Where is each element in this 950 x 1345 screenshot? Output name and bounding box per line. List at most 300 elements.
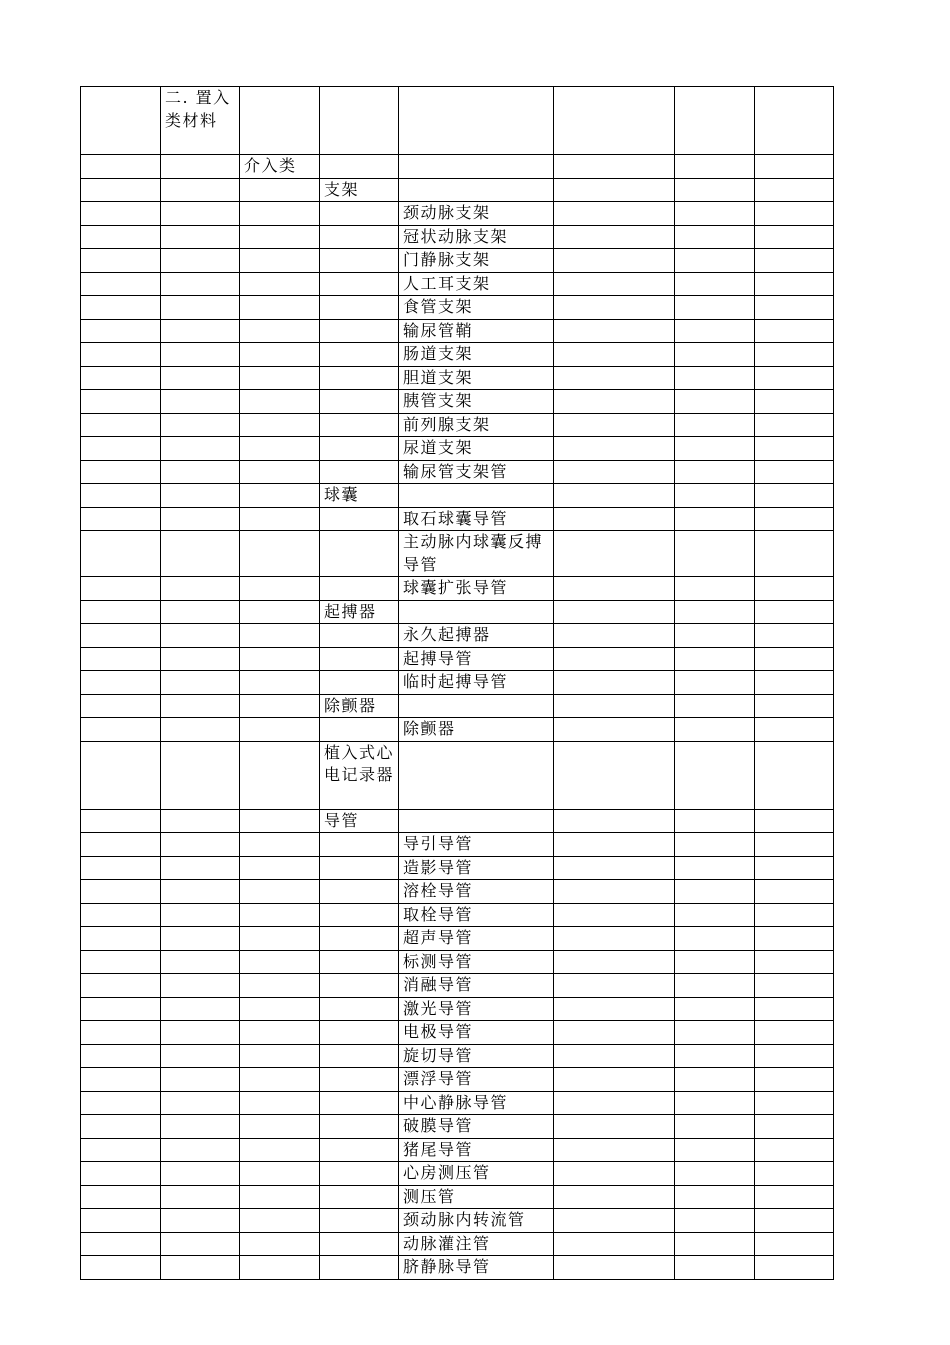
table-cell-col-6[interactable] xyxy=(554,1209,675,1233)
table-cell-col-4[interactable] xyxy=(320,903,399,927)
table-cell-col-7[interactable] xyxy=(675,718,755,742)
table-cell-col-2[interactable] xyxy=(161,202,240,226)
table-cell-col-8[interactable] xyxy=(755,1044,834,1068)
table-cell-col-8[interactable] xyxy=(755,647,834,671)
table-cell-col-6[interactable] xyxy=(554,178,675,202)
table-cell-col-2[interactable] xyxy=(161,178,240,202)
table-cell-col-5[interactable] xyxy=(399,178,554,202)
table-cell-col-1[interactable] xyxy=(81,903,161,927)
table-cell-col-2[interactable]: 二. 置入类材料 xyxy=(161,87,240,155)
table-cell-col-1[interactable] xyxy=(81,1091,161,1115)
table-cell-col-4[interactable]: 植入式心电记录器 xyxy=(320,741,399,809)
table-cell-col-8[interactable] xyxy=(755,484,834,508)
table-cell-col-3[interactable] xyxy=(240,809,320,833)
table-cell-col-1[interactable] xyxy=(81,927,161,951)
table-cell-col-7[interactable] xyxy=(675,1209,755,1233)
table-cell-col-3[interactable] xyxy=(240,1256,320,1280)
table-cell-col-2[interactable] xyxy=(161,296,240,320)
table-cell-col-3[interactable] xyxy=(240,1185,320,1209)
table-cell-col-2[interactable] xyxy=(161,974,240,998)
table-cell-col-1[interactable] xyxy=(81,1185,161,1209)
table-cell-col-6[interactable] xyxy=(554,833,675,857)
table-cell-col-8[interactable] xyxy=(755,694,834,718)
table-cell-col-2[interactable] xyxy=(161,997,240,1021)
table-cell-col-8[interactable] xyxy=(755,1115,834,1139)
table-cell-col-7[interactable] xyxy=(675,950,755,974)
table-cell-col-4[interactable] xyxy=(320,974,399,998)
table-cell-col-7[interactable] xyxy=(675,460,755,484)
table-cell-col-4[interactable] xyxy=(320,87,399,155)
table-cell-col-7[interactable] xyxy=(675,202,755,226)
table-cell-col-6[interactable] xyxy=(554,202,675,226)
table-cell-col-4[interactable]: 球囊 xyxy=(320,484,399,508)
table-cell-col-6[interactable] xyxy=(554,413,675,437)
table-cell-col-2[interactable] xyxy=(161,272,240,296)
table-cell-col-3[interactable] xyxy=(240,296,320,320)
table-cell-col-3[interactable] xyxy=(240,272,320,296)
table-cell-col-6[interactable] xyxy=(554,600,675,624)
table-cell-col-5[interactable]: 前列腺支架 xyxy=(399,413,554,437)
table-cell-col-8[interactable] xyxy=(755,437,834,461)
table-cell-col-2[interactable] xyxy=(161,1044,240,1068)
table-cell-col-8[interactable] xyxy=(755,1162,834,1186)
table-cell-col-4[interactable] xyxy=(320,155,399,179)
table-cell-col-6[interactable] xyxy=(554,624,675,648)
table-cell-col-6[interactable] xyxy=(554,1021,675,1045)
table-cell-col-8[interactable] xyxy=(755,413,834,437)
table-cell-col-5[interactable]: 输尿管支架管 xyxy=(399,460,554,484)
table-cell-col-5[interactable]: 旋切导管 xyxy=(399,1044,554,1068)
table-cell-col-3[interactable] xyxy=(240,1091,320,1115)
table-cell-col-6[interactable] xyxy=(554,694,675,718)
table-cell-col-1[interactable] xyxy=(81,202,161,226)
table-cell-col-1[interactable] xyxy=(81,343,161,367)
table-cell-col-1[interactable] xyxy=(81,1021,161,1045)
table-cell-col-3[interactable] xyxy=(240,1068,320,1092)
table-cell-col-4[interactable]: 支架 xyxy=(320,178,399,202)
table-cell-col-6[interactable] xyxy=(554,319,675,343)
table-cell-col-5[interactable]: 漂浮导管 xyxy=(399,1068,554,1092)
table-cell-col-2[interactable] xyxy=(161,1138,240,1162)
table-cell-col-3[interactable] xyxy=(240,671,320,695)
table-cell-col-5[interactable]: 动脉灌注管 xyxy=(399,1232,554,1256)
table-cell-col-7[interactable] xyxy=(675,343,755,367)
table-cell-col-3[interactable] xyxy=(240,856,320,880)
table-cell-col-1[interactable] xyxy=(81,249,161,273)
table-cell-col-2[interactable] xyxy=(161,741,240,809)
table-cell-col-2[interactable] xyxy=(161,856,240,880)
table-cell-col-3[interactable] xyxy=(240,1162,320,1186)
table-cell-col-3[interactable] xyxy=(240,343,320,367)
table-cell-col-4[interactable] xyxy=(320,997,399,1021)
table-cell-col-5[interactable] xyxy=(399,87,554,155)
table-cell-col-3[interactable] xyxy=(240,413,320,437)
table-cell-col-3[interactable] xyxy=(240,741,320,809)
table-cell-col-1[interactable] xyxy=(81,319,161,343)
table-cell-col-8[interactable] xyxy=(755,1091,834,1115)
table-cell-col-2[interactable] xyxy=(161,833,240,857)
table-cell-col-1[interactable] xyxy=(81,624,161,648)
table-cell-col-7[interactable] xyxy=(675,319,755,343)
table-cell-col-1[interactable] xyxy=(81,1232,161,1256)
table-cell-col-6[interactable] xyxy=(554,1138,675,1162)
table-cell-col-6[interactable] xyxy=(554,531,675,577)
table-cell-col-7[interactable] xyxy=(675,741,755,809)
table-cell-col-6[interactable] xyxy=(554,1256,675,1280)
table-cell-col-1[interactable] xyxy=(81,390,161,414)
table-cell-col-2[interactable] xyxy=(161,155,240,179)
table-cell-col-3[interactable] xyxy=(240,718,320,742)
table-cell-col-4[interactable] xyxy=(320,507,399,531)
table-cell-col-3[interactable] xyxy=(240,997,320,1021)
table-cell-col-5[interactable]: 激光导管 xyxy=(399,997,554,1021)
table-cell-col-1[interactable] xyxy=(81,87,161,155)
table-cell-col-7[interactable] xyxy=(675,1138,755,1162)
table-cell-col-5[interactable]: 破膜导管 xyxy=(399,1115,554,1139)
table-cell-col-6[interactable] xyxy=(554,390,675,414)
table-cell-col-1[interactable] xyxy=(81,694,161,718)
table-cell-col-2[interactable] xyxy=(161,671,240,695)
table-cell-col-7[interactable] xyxy=(675,531,755,577)
table-cell-col-6[interactable] xyxy=(554,249,675,273)
table-cell-col-4[interactable] xyxy=(320,296,399,320)
table-cell-col-5[interactable]: 起搏导管 xyxy=(399,647,554,671)
table-cell-col-4[interactable] xyxy=(320,1044,399,1068)
table-cell-col-7[interactable] xyxy=(675,600,755,624)
table-cell-col-7[interactable] xyxy=(675,1091,755,1115)
table-cell-col-6[interactable] xyxy=(554,460,675,484)
table-cell-col-2[interactable] xyxy=(161,531,240,577)
table-cell-col-2[interactable] xyxy=(161,694,240,718)
table-cell-col-4[interactable] xyxy=(320,1162,399,1186)
table-cell-col-4[interactable] xyxy=(320,413,399,437)
table-cell-col-6[interactable] xyxy=(554,366,675,390)
table-cell-col-2[interactable] xyxy=(161,413,240,437)
table-cell-col-5[interactable]: 尿道支架 xyxy=(399,437,554,461)
table-cell-col-1[interactable] xyxy=(81,413,161,437)
table-cell-col-1[interactable] xyxy=(81,366,161,390)
table-cell-col-6[interactable] xyxy=(554,296,675,320)
table-cell-col-2[interactable] xyxy=(161,1209,240,1233)
table-cell-col-7[interactable] xyxy=(675,390,755,414)
table-cell-col-6[interactable] xyxy=(554,1162,675,1186)
table-cell-col-7[interactable] xyxy=(675,647,755,671)
table-cell-col-5[interactable]: 中心静脉导管 xyxy=(399,1091,554,1115)
table-cell-col-2[interactable] xyxy=(161,1068,240,1092)
table-cell-col-4[interactable] xyxy=(320,343,399,367)
table-cell-col-8[interactable] xyxy=(755,833,834,857)
table-cell-col-8[interactable] xyxy=(755,531,834,577)
table-cell-col-3[interactable] xyxy=(240,225,320,249)
table-cell-col-5[interactable]: 标测导管 xyxy=(399,950,554,974)
table-cell-col-7[interactable] xyxy=(675,155,755,179)
table-cell-col-3[interactable] xyxy=(240,880,320,904)
table-cell-col-6[interactable] xyxy=(554,997,675,1021)
table-cell-col-7[interactable] xyxy=(675,249,755,273)
table-cell-col-2[interactable] xyxy=(161,1115,240,1139)
table-cell-col-3[interactable] xyxy=(240,1232,320,1256)
table-cell-col-8[interactable] xyxy=(755,1209,834,1233)
table-cell-col-1[interactable] xyxy=(81,1209,161,1233)
table-cell-col-7[interactable] xyxy=(675,413,755,437)
table-cell-col-5[interactable]: 超声导管 xyxy=(399,927,554,951)
table-cell-col-6[interactable] xyxy=(554,718,675,742)
table-cell-col-6[interactable] xyxy=(554,856,675,880)
table-cell-col-5[interactable] xyxy=(399,694,554,718)
table-cell-col-8[interactable] xyxy=(755,903,834,927)
table-cell-col-1[interactable] xyxy=(81,484,161,508)
table-cell-col-1[interactable] xyxy=(81,296,161,320)
table-cell-col-1[interactable] xyxy=(81,671,161,695)
table-cell-col-1[interactable] xyxy=(81,178,161,202)
table-cell-col-5[interactable]: 电极导管 xyxy=(399,1021,554,1045)
table-cell-col-1[interactable] xyxy=(81,225,161,249)
table-cell-col-3[interactable] xyxy=(240,647,320,671)
table-cell-col-5[interactable] xyxy=(399,155,554,179)
table-cell-col-6[interactable] xyxy=(554,155,675,179)
table-cell-col-6[interactable] xyxy=(554,809,675,833)
table-cell-col-3[interactable] xyxy=(240,1138,320,1162)
table-cell-col-2[interactable] xyxy=(161,577,240,601)
table-cell-col-1[interactable] xyxy=(81,1044,161,1068)
table-cell-col-4[interactable] xyxy=(320,1021,399,1045)
table-cell-col-6[interactable] xyxy=(554,950,675,974)
table-cell-col-4[interactable] xyxy=(320,202,399,226)
table-cell-col-5[interactable]: 临时起搏导管 xyxy=(399,671,554,695)
table-cell-col-2[interactable] xyxy=(161,647,240,671)
table-cell-col-1[interactable] xyxy=(81,974,161,998)
table-cell-col-1[interactable] xyxy=(81,460,161,484)
table-cell-col-6[interactable] xyxy=(554,1115,675,1139)
table-cell-col-5[interactable]: 冠状动脉支架 xyxy=(399,225,554,249)
table-cell-col-3[interactable] xyxy=(240,927,320,951)
table-cell-col-5[interactable]: 脐静脉导管 xyxy=(399,1256,554,1280)
table-cell-col-7[interactable] xyxy=(675,178,755,202)
table-cell-col-7[interactable] xyxy=(675,1185,755,1209)
table-cell-col-2[interactable] xyxy=(161,624,240,648)
table-cell-col-4[interactable] xyxy=(320,531,399,577)
table-cell-col-3[interactable] xyxy=(240,178,320,202)
table-cell-col-7[interactable] xyxy=(675,833,755,857)
table-cell-col-2[interactable] xyxy=(161,343,240,367)
table-cell-col-2[interactable] xyxy=(161,366,240,390)
table-cell-col-8[interactable] xyxy=(755,1068,834,1092)
table-cell-col-4[interactable] xyxy=(320,1091,399,1115)
table-cell-col-5[interactable]: 颈动脉内转流管 xyxy=(399,1209,554,1233)
table-cell-col-7[interactable] xyxy=(675,484,755,508)
table-cell-col-1[interactable] xyxy=(81,1256,161,1280)
table-cell-col-6[interactable] xyxy=(554,671,675,695)
table-cell-col-7[interactable] xyxy=(675,1068,755,1092)
table-cell-col-6[interactable] xyxy=(554,1232,675,1256)
table-cell-col-3[interactable] xyxy=(240,694,320,718)
table-cell-col-3[interactable] xyxy=(240,833,320,857)
table-cell-col-1[interactable] xyxy=(81,741,161,809)
table-cell-col-8[interactable] xyxy=(755,1138,834,1162)
table-cell-col-3[interactable] xyxy=(240,390,320,414)
table-cell-col-2[interactable] xyxy=(161,1256,240,1280)
table-cell-col-3[interactable] xyxy=(240,507,320,531)
table-cell-col-5[interactable]: 门静脉支架 xyxy=(399,249,554,273)
table-cell-col-2[interactable] xyxy=(161,484,240,508)
table-cell-col-4[interactable] xyxy=(320,718,399,742)
table-cell-col-2[interactable] xyxy=(161,1232,240,1256)
table-cell-col-8[interactable] xyxy=(755,927,834,951)
table-cell-col-7[interactable] xyxy=(675,997,755,1021)
table-cell-col-3[interactable] xyxy=(240,1115,320,1139)
table-cell-col-2[interactable] xyxy=(161,903,240,927)
table-cell-col-5[interactable] xyxy=(399,741,554,809)
table-cell-col-4[interactable] xyxy=(320,1185,399,1209)
table-cell-col-3[interactable] xyxy=(240,950,320,974)
table-cell-col-8[interactable] xyxy=(755,600,834,624)
table-cell-col-3[interactable] xyxy=(240,202,320,226)
table-cell-col-8[interactable] xyxy=(755,178,834,202)
table-cell-col-7[interactable] xyxy=(675,880,755,904)
table-cell-col-8[interactable] xyxy=(755,460,834,484)
table-cell-col-3[interactable] xyxy=(240,87,320,155)
table-cell-col-1[interactable] xyxy=(81,577,161,601)
table-cell-col-5[interactable]: 测压管 xyxy=(399,1185,554,1209)
table-cell-col-4[interactable] xyxy=(320,647,399,671)
table-cell-col-7[interactable] xyxy=(675,1021,755,1045)
table-cell-col-1[interactable] xyxy=(81,1068,161,1092)
table-cell-col-4[interactable] xyxy=(320,671,399,695)
table-cell-col-3[interactable] xyxy=(240,1209,320,1233)
table-cell-col-8[interactable] xyxy=(755,809,834,833)
table-cell-col-8[interactable] xyxy=(755,577,834,601)
table-cell-col-8[interactable] xyxy=(755,87,834,155)
table-cell-col-3[interactable]: 介入类 xyxy=(240,155,320,179)
table-cell-col-4[interactable] xyxy=(320,833,399,857)
table-cell-col-3[interactable] xyxy=(240,600,320,624)
table-cell-col-7[interactable] xyxy=(675,577,755,601)
table-cell-col-2[interactable] xyxy=(161,880,240,904)
table-cell-col-6[interactable] xyxy=(554,1068,675,1092)
table-cell-col-6[interactable] xyxy=(554,507,675,531)
table-cell-col-4[interactable] xyxy=(320,1068,399,1092)
table-cell-col-7[interactable] xyxy=(675,694,755,718)
table-cell-col-6[interactable] xyxy=(554,87,675,155)
table-cell-col-3[interactable] xyxy=(240,249,320,273)
table-cell-col-6[interactable] xyxy=(554,647,675,671)
table-cell-col-8[interactable] xyxy=(755,1021,834,1045)
table-cell-col-7[interactable] xyxy=(675,507,755,531)
table-cell-col-8[interactable] xyxy=(755,319,834,343)
table-cell-col-8[interactable] xyxy=(755,997,834,1021)
table-cell-col-8[interactable] xyxy=(755,1256,834,1280)
table-cell-col-2[interactable] xyxy=(161,1185,240,1209)
table-cell-col-4[interactable] xyxy=(320,1232,399,1256)
table-cell-col-5[interactable]: 肠道支架 xyxy=(399,343,554,367)
table-cell-col-5[interactable]: 永久起搏器 xyxy=(399,624,554,648)
table-cell-col-3[interactable] xyxy=(240,437,320,461)
table-cell-col-8[interactable] xyxy=(755,1185,834,1209)
table-cell-col-8[interactable] xyxy=(755,741,834,809)
table-cell-col-7[interactable] xyxy=(675,1044,755,1068)
table-cell-col-2[interactable] xyxy=(161,600,240,624)
table-cell-col-5[interactable]: 人工耳支架 xyxy=(399,272,554,296)
table-cell-col-5[interactable]: 猪尾导管 xyxy=(399,1138,554,1162)
table-cell-col-4[interactable] xyxy=(320,1115,399,1139)
table-cell-col-5[interactable]: 食管支架 xyxy=(399,296,554,320)
table-cell-col-7[interactable] xyxy=(675,87,755,155)
table-cell-col-8[interactable] xyxy=(755,390,834,414)
table-cell-col-4[interactable] xyxy=(320,1209,399,1233)
table-cell-col-2[interactable] xyxy=(161,950,240,974)
table-cell-col-7[interactable] xyxy=(675,809,755,833)
table-cell-col-1[interactable] xyxy=(81,1115,161,1139)
table-cell-col-4[interactable] xyxy=(320,225,399,249)
table-cell-col-3[interactable] xyxy=(240,484,320,508)
table-cell-col-4[interactable] xyxy=(320,319,399,343)
table-cell-col-1[interactable] xyxy=(81,507,161,531)
table-cell-col-4[interactable] xyxy=(320,1138,399,1162)
table-cell-col-6[interactable] xyxy=(554,741,675,809)
table-cell-col-7[interactable] xyxy=(675,856,755,880)
table-cell-col-4[interactable] xyxy=(320,1256,399,1280)
table-cell-col-7[interactable] xyxy=(675,671,755,695)
table-cell-col-1[interactable] xyxy=(81,718,161,742)
table-cell-col-4[interactable] xyxy=(320,366,399,390)
table-cell-col-8[interactable] xyxy=(755,343,834,367)
table-cell-col-5[interactable]: 取石球囊导管 xyxy=(399,507,554,531)
table-cell-col-6[interactable] xyxy=(554,484,675,508)
table-cell-col-8[interactable] xyxy=(755,202,834,226)
table-cell-col-4[interactable]: 除颤器 xyxy=(320,694,399,718)
table-cell-col-7[interactable] xyxy=(675,974,755,998)
table-cell-col-8[interactable] xyxy=(755,272,834,296)
table-cell-col-5[interactable] xyxy=(399,600,554,624)
table-cell-col-1[interactable] xyxy=(81,833,161,857)
table-cell-col-1[interactable] xyxy=(81,600,161,624)
table-cell-col-4[interactable] xyxy=(320,856,399,880)
table-cell-col-1[interactable] xyxy=(81,531,161,577)
table-cell-col-4[interactable] xyxy=(320,437,399,461)
table-cell-col-1[interactable] xyxy=(81,950,161,974)
table-cell-col-5[interactable]: 颈动脉支架 xyxy=(399,202,554,226)
table-cell-col-3[interactable] xyxy=(240,577,320,601)
table-cell-col-3[interactable] xyxy=(240,366,320,390)
table-cell-col-7[interactable] xyxy=(675,272,755,296)
table-cell-col-8[interactable] xyxy=(755,155,834,179)
table-cell-col-2[interactable] xyxy=(161,1021,240,1045)
table-cell-col-3[interactable] xyxy=(240,1044,320,1068)
table-cell-col-5[interactable]: 取栓导管 xyxy=(399,903,554,927)
table-cell-col-4[interactable]: 导管 xyxy=(320,809,399,833)
table-cell-col-8[interactable] xyxy=(755,366,834,390)
table-cell-col-8[interactable] xyxy=(755,974,834,998)
table-cell-col-8[interactable] xyxy=(755,296,834,320)
table-cell-col-4[interactable] xyxy=(320,272,399,296)
table-cell-col-8[interactable] xyxy=(755,718,834,742)
table-cell-col-7[interactable] xyxy=(675,1162,755,1186)
table-cell-col-4[interactable] xyxy=(320,880,399,904)
table-cell-col-2[interactable] xyxy=(161,437,240,461)
table-cell-col-6[interactable] xyxy=(554,272,675,296)
table-cell-col-7[interactable] xyxy=(675,1232,755,1256)
table-cell-col-2[interactable] xyxy=(161,225,240,249)
table-cell-col-7[interactable] xyxy=(675,903,755,927)
table-cell-col-1[interactable] xyxy=(81,272,161,296)
table-cell-col-7[interactable] xyxy=(675,366,755,390)
table-cell-col-5[interactable] xyxy=(399,484,554,508)
table-cell-col-5[interactable]: 消融导管 xyxy=(399,974,554,998)
table-cell-col-6[interactable] xyxy=(554,927,675,951)
table-cell-col-5[interactable]: 导引导管 xyxy=(399,833,554,857)
table-cell-col-8[interactable] xyxy=(755,856,834,880)
table-cell-col-4[interactable] xyxy=(320,624,399,648)
